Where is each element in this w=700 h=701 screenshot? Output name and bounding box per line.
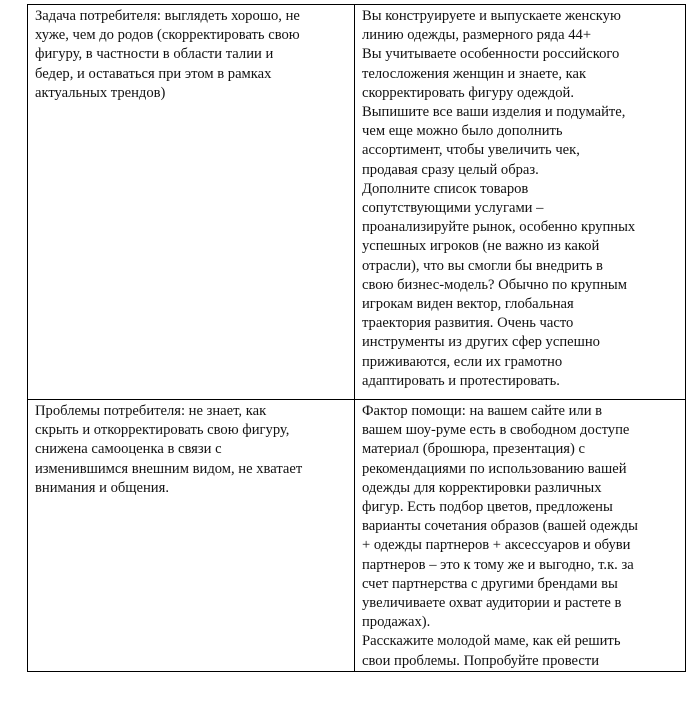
consumer-task-text: Задача потребителя: выглядеть хорошо, не хуже, чем до родов (скорректировать свою фигуру, в частности в области талии и бедер, и оставаться при этом в рамках актуальных трендов) <box>35 8 300 101</box>
help-factor-text: Фактор помощи: на вашем сайте или в вашем шоу-руме есть в свободном доступе материал (брошюра, презентация) с рекомендациями по использованию вашей одежды для корректировки различных фигур. Есть подбор цветов, предложены варианты сочетания образов (вашей одежды + одежды партнеров + аксессуаров и обуви партнеров – это к тому же и выгодно, т.к. за счет партнерства с другими брендами вы увеличиваете охват аудитории и растете в продажах). Расскажите молодой маме, как ей решить свои проблемы. Попробуйте провести <box>362 403 638 669</box>
table-row <box>28 400 686 672</box>
product-line-text: Вы конструируете и выпускаете женскую линию одежды, размерного ряда 44+ Вы учитываете особенности российского телосложения женщин и знаете, как скорректировать фигуру одеждой. Выпишите все ваши изделия и подумайте, чем еще можно было дополнить ассортимент, чтобы увеличить чек, продавая сразу целый образ. Дополните список товаров сопутствующими услугами – проанализируйте рынок, особенно крупных успешных игроков (не важно из какой отрасли), что вы смогли бы внедрить в свою бизнес-модель? Обычно по крупным игрокам виден вектор, глобальная траектория развития. Очень часто инструменты из других сфер успешно приживаются, если их грамотно адаптировать и протестировать. <box>362 8 636 389</box>
product-line-cell <box>355 5 686 400</box>
document-table <box>27 4 686 672</box>
consumer-task-cell <box>28 5 355 400</box>
table-row <box>28 5 686 400</box>
consumer-problems-cell <box>28 400 355 672</box>
help-factor-cell <box>355 400 686 672</box>
consumer-problems-text: Проблемы потребителя: не знает, как скрыть и откорректировать свою фигуру, снижена самооценка в связи с изменившимся внешним видом, не хватает внимания и общения. <box>35 403 303 496</box>
